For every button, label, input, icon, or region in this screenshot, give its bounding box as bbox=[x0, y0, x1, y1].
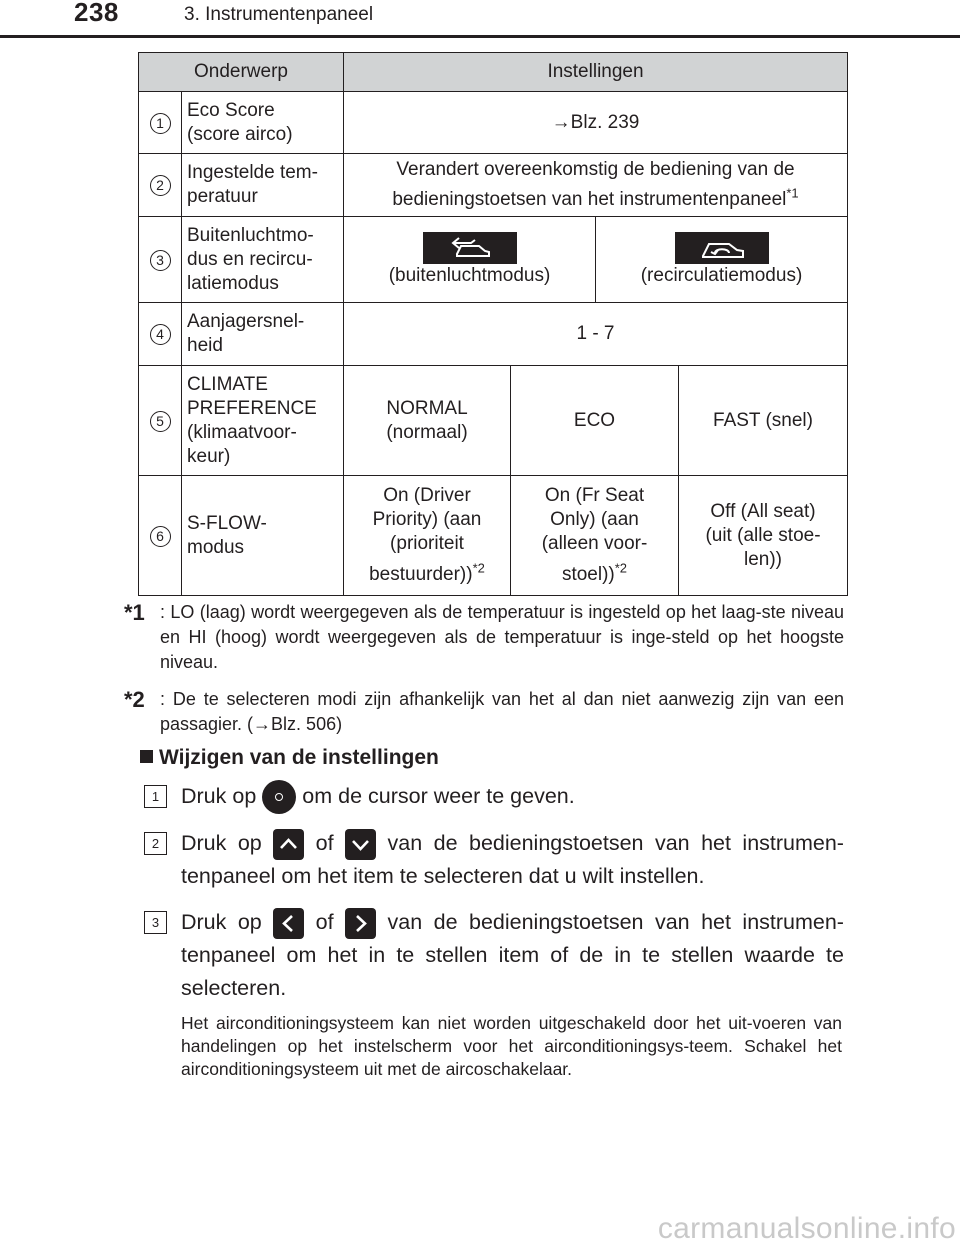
note-text: Het airconditioningsysteem kan niet worden uitgeschakeld door het uit-voeren van handelingen op het instelscherm voor het airconditioningsys-teem. Schakel het airconditioningsysteem uit met de aircoschakelaar. bbox=[181, 1013, 842, 1079]
watermark: carmanualsonline.info bbox=[657, 1212, 956, 1245]
row-value: Verandert overeenkomstig de bediening van de bedieningstoetsen van het instrumentenpaneel$^{*1}$ bbox=[344, 154, 848, 217]
row-subject: Buitenluchtmo- dus en recircu- latiemodus bbox=[182, 217, 344, 303]
section-heading: Wijzigen van de instellingen bbox=[140, 746, 439, 770]
row-subject: Ingestelde tem- peratuur bbox=[182, 154, 344, 217]
row-number: 1 bbox=[150, 113, 171, 134]
table-row bbox=[139, 366, 848, 476]
row-value: FAST (snel) bbox=[679, 366, 848, 476]
row-value: NORMAL (normaal) bbox=[344, 366, 511, 476]
section-title: 3. Instrumentenpaneel bbox=[184, 4, 374, 25]
footnote-1 bbox=[124, 600, 844, 675]
row-subject: CLIMATE PREFERENCE (klimaatvoor- keur) bbox=[182, 366, 344, 476]
step-1: 1 Druk op om de cursor weer te geven. bbox=[144, 780, 844, 814]
footnote-ref: *1 bbox=[786, 185, 799, 201]
table-row bbox=[139, 92, 848, 154]
col-header-subject: Onderwerp bbox=[139, 53, 344, 92]
row-number: 5 bbox=[150, 411, 171, 432]
heading-square-icon bbox=[140, 750, 153, 763]
row-subject: Eco Score (score airco) bbox=[182, 92, 344, 154]
step-2: 2 Druk op of van de bedieningstoetsen van het instrumen-tenpaneel om het item te selecteren dat u wilt instellen. bbox=[144, 827, 844, 893]
table-header-row bbox=[139, 53, 848, 92]
row-subject: Aanjagersnel- heid bbox=[182, 303, 344, 366]
page-header bbox=[0, 0, 960, 40]
col-header-settings: Instellingen bbox=[344, 53, 848, 92]
outside-air-mode-icon bbox=[423, 232, 517, 264]
mode-label: (buitenluchtmodus) bbox=[388, 264, 551, 286]
footnote-ref: *2 bbox=[472, 560, 485, 576]
header-rule bbox=[0, 35, 960, 38]
enter-knob-icon bbox=[262, 780, 296, 814]
row-number: 4 bbox=[150, 324, 171, 345]
step-number: 3 bbox=[144, 911, 167, 934]
chevron-down-icon bbox=[345, 829, 376, 860]
footnote-2 bbox=[124, 687, 844, 737]
recirculation-mode-icon bbox=[675, 232, 769, 264]
row-number: 6 bbox=[150, 526, 171, 547]
table-row bbox=[139, 154, 848, 217]
chevron-left-icon bbox=[273, 908, 304, 939]
row-value-outside-air bbox=[344, 217, 596, 303]
footnote-text: : LO (laag) wordt weergegeven als de temperatuur is ingesteld op het laag-ste niveau en HI (hoog) wordt weergegeven als de temperatuur is inge-steld op het hoogste niveau. bbox=[160, 602, 844, 672]
row-value: ECO bbox=[511, 366, 679, 476]
table-row bbox=[139, 303, 848, 366]
row-value: On (Driver Priority) (aan (prioriteit bestuurder))$^{*2}$ bbox=[344, 476, 511, 596]
row-value: →Blz. 239 bbox=[344, 92, 848, 154]
chevron-right-icon bbox=[345, 908, 376, 939]
page-number: 238 bbox=[74, 0, 119, 27]
row-value: 1 - 7 bbox=[344, 303, 848, 366]
mode-label: (recirculatiemodus) bbox=[640, 264, 803, 286]
row-subject: S-FLOW- modus bbox=[182, 476, 344, 596]
row-number: 2 bbox=[150, 175, 171, 196]
step-3: 3 Druk op of van de bedieningstoetsen van het instrumen-tenpaneel om het in te stellen item of de in te stellen waarde te selecteren. bbox=[144, 906, 844, 1005]
step-number: 1 bbox=[144, 785, 167, 808]
row-number: 3 bbox=[150, 250, 171, 271]
table-row bbox=[139, 476, 848, 596]
row-value: Off (All seat) (uit (alle stoe- len)) bbox=[679, 476, 848, 596]
footnote-ref: *2 bbox=[614, 560, 628, 576]
chevron-up-icon bbox=[273, 829, 304, 860]
footnote-mark: *2 bbox=[124, 687, 145, 712]
row-value: On (Fr Seat Only) (aan (alleen voor- stoel))$^{*2}$ bbox=[511, 476, 679, 596]
step-number: 2 bbox=[144, 832, 167, 855]
footnote-text: : De te selecteren modi zijn afhankelijk van het al dan niet aanwezig zijn van een passagier. (→Blz. 506) bbox=[160, 689, 844, 734]
table-row bbox=[139, 217, 848, 303]
settings-table bbox=[138, 52, 848, 596]
row-value-recirculation bbox=[596, 217, 848, 303]
footnote-mark: *1 bbox=[124, 600, 145, 625]
